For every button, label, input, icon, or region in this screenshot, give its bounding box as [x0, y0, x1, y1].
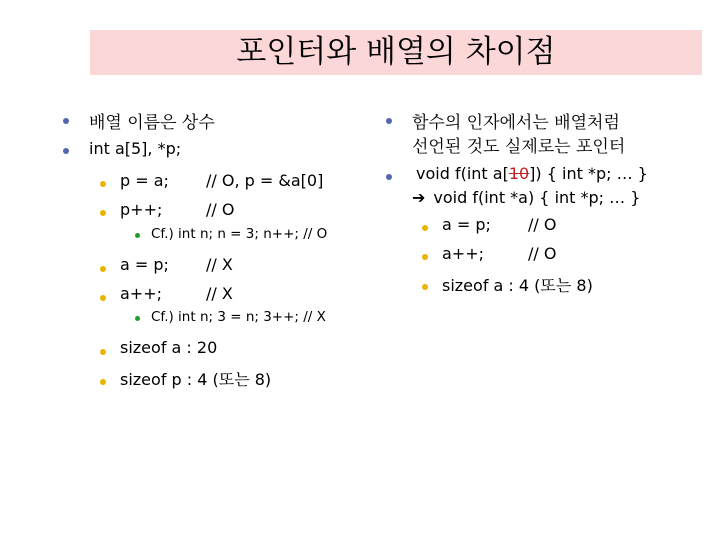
left-code-5: sizeof a : 20 [120, 338, 218, 357]
title-banner [90, 30, 702, 75]
right-item-2-line-2 [412, 188, 640, 207]
arrow-right-icon: ➔ [412, 188, 426, 207]
left-code-6: sizeof p : 4 (또는 8) [120, 370, 272, 389]
bullet-icon [100, 379, 106, 385]
bullet-icon [100, 210, 106, 216]
bullet-icon [135, 233, 140, 238]
bullet-icon [422, 254, 428, 260]
right-code-3: sizeof a : 4 (또는 8) [442, 276, 593, 295]
bullet-icon [100, 266, 106, 272]
left-code-2: p++; [120, 200, 163, 219]
bullet-icon [100, 181, 106, 187]
left-code-4: a++; [120, 284, 163, 303]
left-cf-2: Cf.) int n; 3 = n; 3++; // X [151, 309, 326, 325]
left-code-1: p = a; [120, 171, 169, 190]
left-item-2: int a[5], *p; [89, 139, 182, 158]
bullet-icon [386, 174, 392, 180]
right-item-2-suffix: ]) { int *p; … } [529, 164, 648, 183]
bullet-icon [100, 349, 106, 355]
right-code-1-comment: // O [528, 215, 557, 234]
right-item-2-rewritten: void f(int *a) { int *p; … } [433, 188, 641, 207]
bullet-icon [63, 118, 69, 124]
right-item-1-line-1: 함수의 인자에서는 배열처럼 [412, 113, 620, 133]
right-code-1: a = p; [442, 215, 491, 234]
left-code-4-comment: // X [206, 284, 233, 303]
bullet-icon [63, 148, 69, 154]
bullet-icon [422, 284, 428, 290]
slide-title: 포인터와 배열의 차이점 [236, 34, 556, 70]
left-code-1-comment: // O, p = &a[0] [206, 171, 324, 190]
bullet-icon [386, 118, 392, 124]
left-code-2-comment: // O [206, 200, 235, 219]
bullet-icon [100, 295, 106, 301]
left-code-3: a = p; [120, 255, 169, 274]
right-code-2-comment: // O [528, 244, 557, 263]
right-item-1-line-2: 선언된 것도 실제로는 포인터 [412, 137, 626, 157]
left-cf-1: Cf.) int n; n = 3; n++; // O [151, 226, 328, 242]
bullet-icon [135, 316, 140, 321]
right-item-2-struck-size: 10 [508, 164, 530, 183]
bullet-icon [422, 225, 428, 231]
left-item-1: 배열 이름은 상수 [89, 113, 215, 133]
right-item-2-line-1 [416, 164, 648, 183]
left-code-3-comment: // X [206, 255, 233, 274]
right-code-2: a++; [442, 244, 485, 263]
right-item-2-prefix: void f(int a[ [416, 164, 509, 183]
